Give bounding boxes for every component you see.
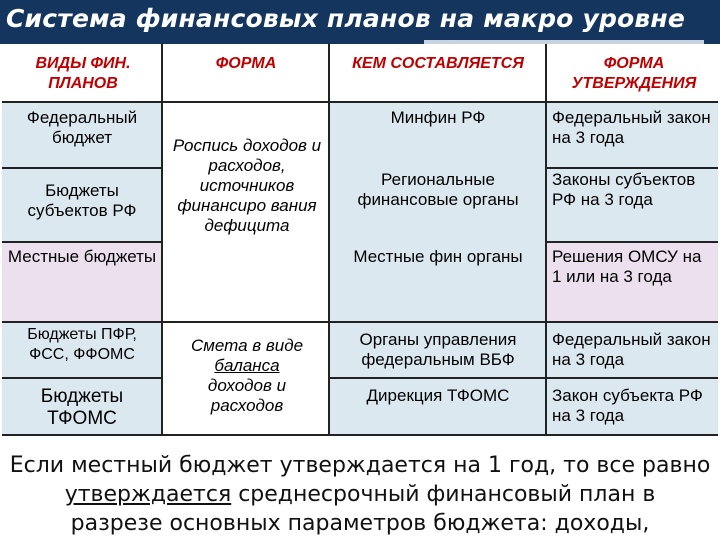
footer-line-3: разрезе основных параметров бюджета: доходы,	[70, 511, 650, 536]
grid-line	[328, 377, 718, 379]
header-approval-form: ФОРМА УТВЕРЖДЕНИЯ	[571, 55, 697, 92]
footer-note	[0, 446, 720, 540]
approval-subjects: Законы субъектов РФ на 3 года	[552, 170, 696, 209]
row-federal-budget: Федеральный бюджет	[26, 108, 138, 147]
composed-regional: Региональные финансовые органы	[357, 170, 519, 209]
composed-tfoms: Дирекция ТФОМС	[366, 386, 510, 405]
footer-line-1: Если местный бюджет утверждается на 1 год, то все равно	[9, 453, 711, 478]
composed-local: Местные фин органы	[353, 247, 523, 266]
row-funds-budgets: Бюджеты ПФР, ФСС, ФФОМС	[27, 326, 137, 363]
form-smeta-line2: баланса	[214, 356, 280, 375]
row-local-budgets: Местные бюджеты	[7, 247, 157, 266]
composed-ebf: Органы управления федеральным ВБФ	[359, 330, 517, 369]
approval-tfoms: Закон субъекта РФ на 3 года	[552, 386, 703, 425]
grid-line	[2, 321, 718, 323]
page-title: Система финансовых планов на макро уровне	[6, 4, 686, 33]
grid-line	[545, 241, 718, 243]
header-composed-by: КЕМ СОСТАВЛЯЕТСЯ	[352, 55, 524, 72]
approval-local: Решения ОМСУ на 1 или на 3 года	[552, 247, 702, 286]
grid-line	[2, 377, 162, 379]
form-smeta-line3: доходов и расходов	[207, 376, 287, 415]
grid-line	[2, 167, 162, 169]
header-form: ФОРМА	[215, 55, 277, 72]
form-rospis: Роспись доходов и расходов, источников финансиро вания дефицита	[172, 136, 322, 235]
header-plan-types: ВИДЫ ФИН. ПЛАНОВ	[35, 55, 131, 92]
financial-plans-table	[2, 44, 718, 436]
approval-funds: Федеральный закон на 3 года	[552, 330, 711, 369]
approval-federal: Федеральный закон на 3 года	[552, 108, 711, 147]
grid-line	[2, 241, 162, 243]
grid-line	[2, 434, 718, 436]
composed-minfin: Минфин РФ	[390, 108, 486, 127]
footer-line-2	[0, 481, 720, 509]
row-subjects-budgets: Бюджеты субъектов РФ	[27, 181, 137, 220]
footer-underlined-word: утверждается	[64, 482, 232, 507]
footer-line-2-rest: среднесрочный финансовый план в	[231, 482, 656, 507]
form-smeta-line1: Смета в виде	[190, 336, 304, 355]
grid-line	[2, 101, 718, 103]
grid-line	[545, 167, 718, 169]
title-bar	[0, 0, 720, 44]
row-tfoms-budgets: Бюджеты ТФОМС	[40, 386, 124, 429]
